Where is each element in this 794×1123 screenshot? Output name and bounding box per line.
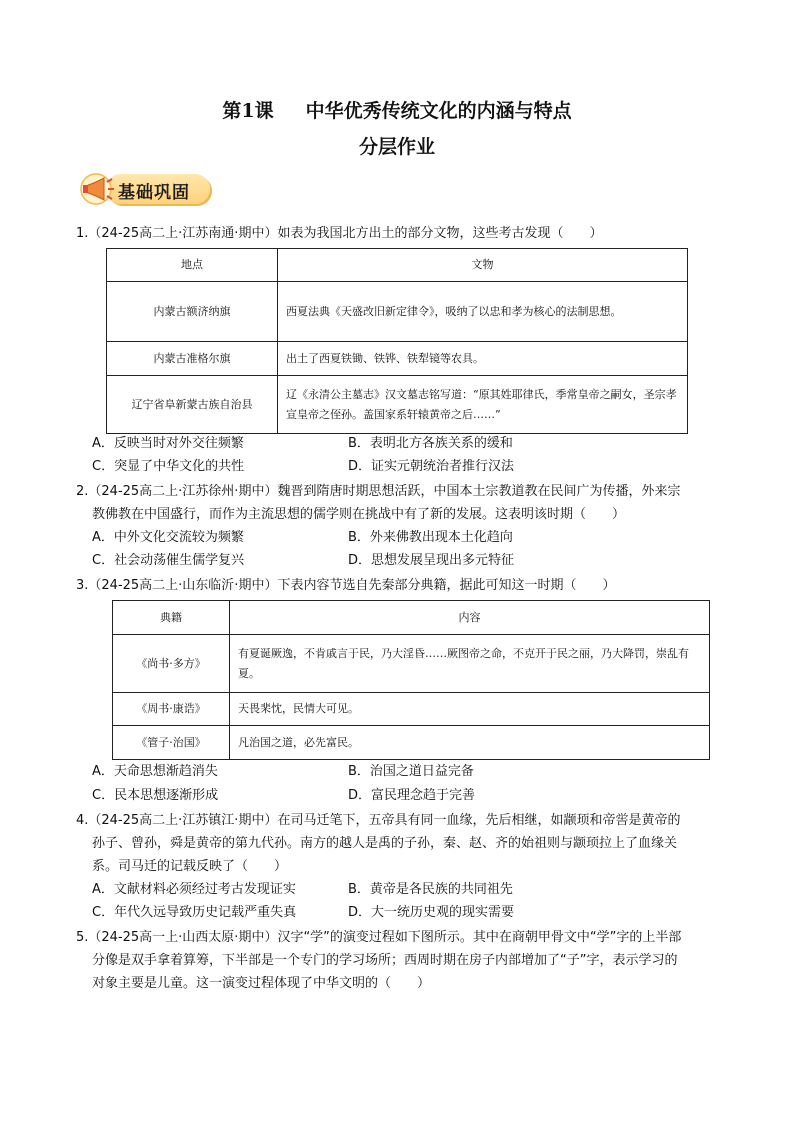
q4-option-d[interactable]: D．大一统历史观的现实需要 (348, 905, 515, 920)
q1-option-b[interactable]: B．表明北方各族关系的缓和 (348, 436, 513, 451)
q3-row3-book: 《管子·治国》 (113, 726, 230, 760)
q3-option-c[interactable]: C．民本思想逐渐形成 (92, 788, 219, 803)
q3-row2-content: 天畏棐忱，民情大可见。 (230, 693, 710, 726)
q3-header-book: 典籍 (113, 601, 230, 635)
q1-row3-place: 辽宁省阜新蒙古族自治县 (107, 376, 278, 434)
q2-option-b[interactable]: B．外来佛教出现本土化趋向 (348, 530, 513, 545)
q3-row3-content: 凡治国之道，必先富民。 (230, 726, 710, 760)
lesson-title (0, 96, 794, 123)
q3-option-d[interactable]: D．富民理念趋于完善 (348, 788, 476, 803)
q3-stem: 3.（24-25高二上·山东临沂·期中）下表内容节选自先秦部分典籍，据此可知这一时期（ ） (76, 578, 616, 593)
q1-header-place: 地点 (107, 249, 278, 282)
q3-header-content: 内容 (230, 601, 710, 635)
page-subtitle: 分层作业 (358, 136, 435, 158)
q3-option-b[interactable]: B．治国之道日益完备 (348, 764, 474, 779)
q4-stem-line3: 系。司马迁的记载反映了（ ） (92, 859, 288, 874)
q5-stem-line2: 分像是双手拿着算筹，下半部是一个专门的学习场所；西周时期在房子内部增加了“子”字，表示学习的 (92, 953, 678, 968)
q4-stem-line2: 孙子、曾孙，舜是黄帝的第九代孙。南方的越人是禹的子孙，秦、赵、齐的始祖则与颛顼拉上了血缘关 (92, 836, 678, 851)
q3-option-a[interactable]: A．天命思想渐趋消失 (92, 764, 218, 779)
q3-table (112, 600, 710, 760)
q1-option-d[interactable]: D．证实元朝统治者推行汉法 (348, 459, 515, 474)
q3-row2-book: 《周书·康诰》 (113, 693, 230, 726)
q1-header-relic: 文物 (278, 249, 688, 282)
section-label: 基础巩固 (118, 183, 190, 203)
q4-option-a[interactable]: A．文献材料必须经过考古发现证实 (92, 882, 296, 897)
q4-stem-line1: 4.（24-25高二上·江苏镇江·期中）在司马迁笔下，五帝具有同一血缘，先后相继，如颛顼和帝喾是黄帝的 (76, 813, 681, 828)
q3-row1-content: 有夏诞厥逸，不肯戚言于民，乃大淫昏……厥图帝之命，不克开于民之丽，乃大降罚，崇乱有夏。 (230, 635, 710, 693)
q1-option-a[interactable]: A．反映当时对外交往频繁 (92, 436, 244, 451)
q1-stem: 1.（24-25高二上·江苏南通·期中）如表为我国北方出土的部分文物，这些考古发现（ ） (76, 226, 603, 241)
megaphone-icon (76, 170, 116, 208)
q1-row3-relic: 辽《永清公主墓志》汉文墓志铭写道：“原其姓耶律氏，季常皇帝之嗣女，圣宗孝宣皇帝之侄孙。盖国家系轩辕黄帝之后……” (278, 376, 688, 434)
section-banner (76, 170, 216, 208)
q2-option-d[interactable]: D．思想发展呈现出多元特征 (348, 553, 515, 568)
q2-option-c[interactable]: C．社会动荡催生儒学复兴 (92, 553, 245, 568)
q3-row1-book: 《尚书·多方》 (113, 635, 230, 693)
q1-row1-relic: 西夏法典《天盛改旧新定律令》，吸纳了以忠和孝为核心的法制思想。 (278, 282, 688, 342)
lesson-number: 第1课 (222, 100, 274, 122)
q1-option-c[interactable]: C．突显了中华文化的共性 (92, 459, 245, 474)
q1-row1-place: 内蒙古额济纳旗 (107, 282, 278, 342)
q1-row2-relic: 出土了西夏铁锄、铁铧、铁犁镜等农具。 (278, 342, 688, 376)
q2-stem-line2: 教佛教在中国盛行，而作为主流思想的儒学则在挑战中有了新的发展。这表明该时期（ ） (92, 507, 626, 522)
q2-option-a[interactable]: A．中外文化交流较为频繁 (92, 530, 244, 545)
q1-row2-place: 内蒙古准格尔旗 (107, 342, 278, 376)
q5-stem-line1: 5.（24-25高一上·山西太原·期中）汉字“学”的演变过程如下图所示。其中在商朝甲骨文中“学”字的上半部 (76, 930, 682, 945)
lesson-name: 中华优秀传统文化的内涵与特点 (305, 100, 572, 122)
q5-stem-line3: 对象主要是儿童。这一演变过程体现了中华文明的（ ） (92, 976, 431, 991)
q4-option-b[interactable]: B．黄帝是各民族的共同祖先 (348, 882, 513, 897)
q2-stem-line1: 2.（24-25高二上·江苏徐州·期中）魏晋到隋唐时期思想活跃，中国本土宗教道教在民间广为传播，外来宗 (76, 484, 681, 499)
q1-table (106, 248, 688, 434)
q4-option-c[interactable]: C．年代久远导致历史记载严重失真 (92, 905, 297, 920)
